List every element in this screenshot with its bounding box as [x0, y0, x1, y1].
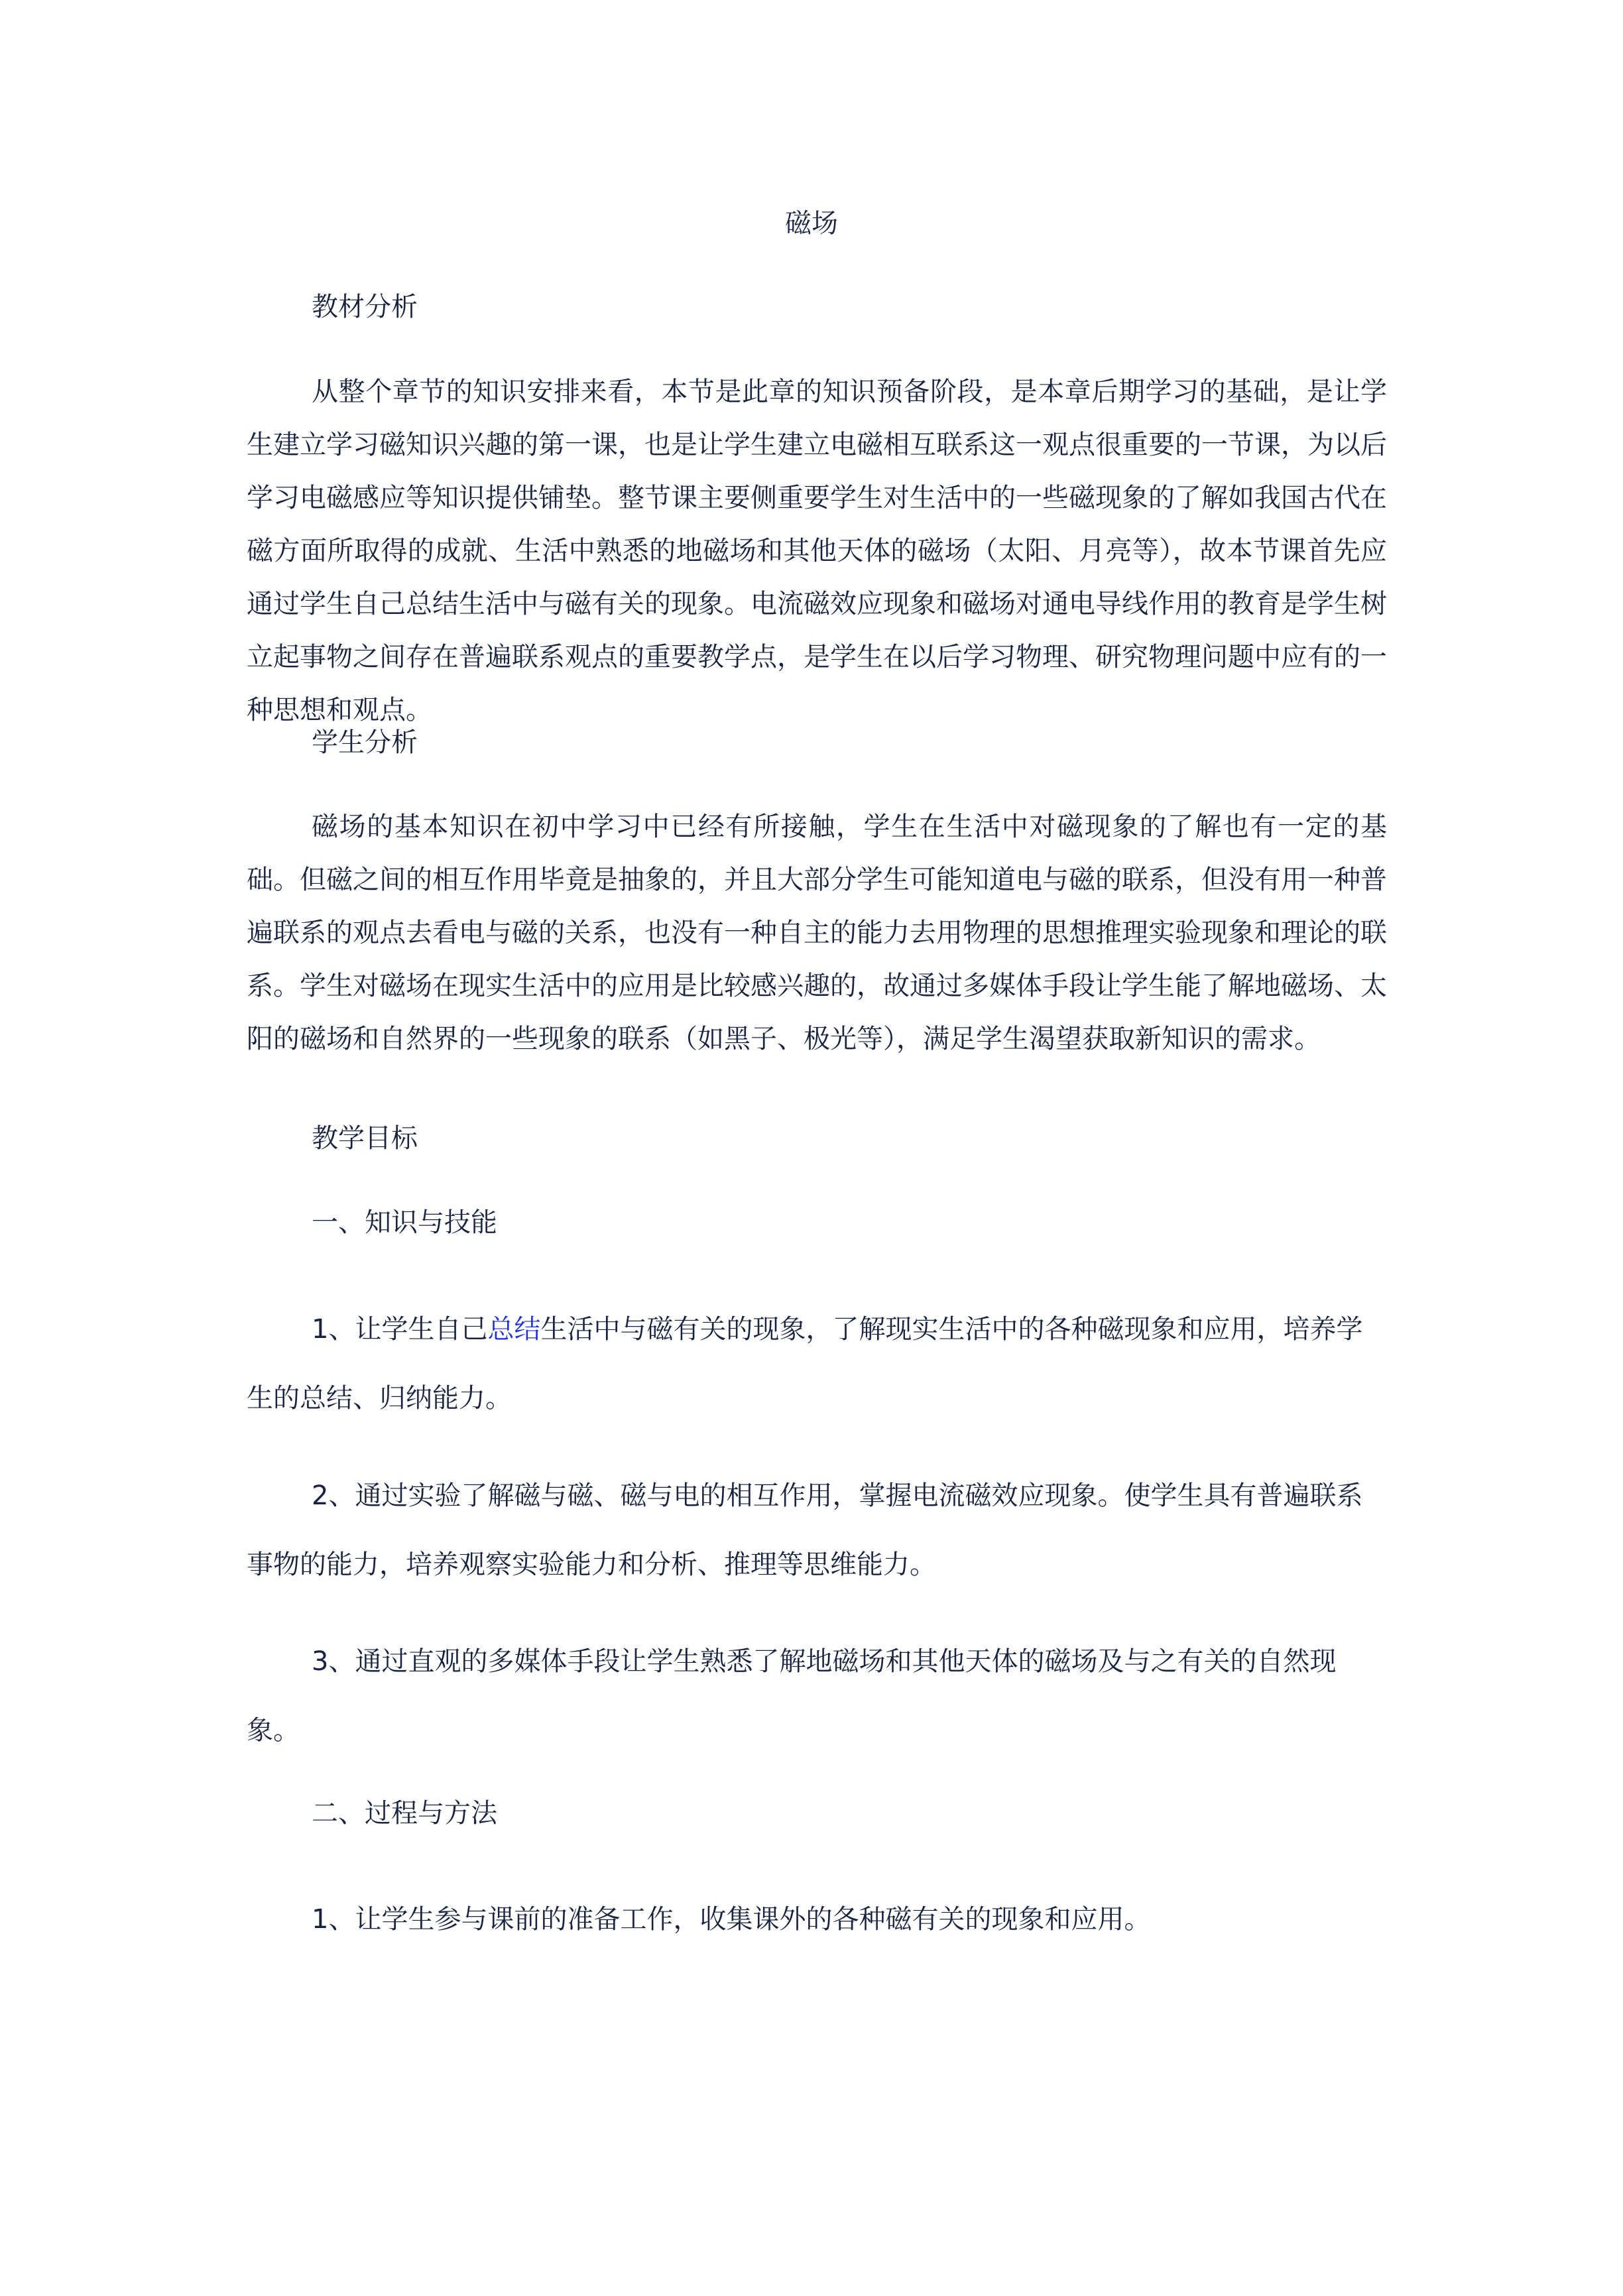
section-heading-student-analysis: 学生分析 — [312, 727, 418, 758]
goal-item-1 — [247, 1295, 1387, 1433]
paragraph-textbook-analysis — [247, 365, 1387, 737]
paragraph-text: 从整个章节的知识安排来看，本节是此章的知识预备阶段，是本章后期学习的基础，是让学生建立学习磁知识兴趣的第一课，也是让学生建立电磁相互联系这一观点很重要的一节课，为以后学习电磁感应等知识提供铺垫。整节课主要侧重要学生对生活中的一些磁现象的了解如我国古代在磁方面所取得的成就、生活中熟悉的地磁场和其他天体的磁场（太阳、月亮等），故本节课首先应通过学生自己总结生活中与磁有关的现象。电流磁效应现象和磁场对通电导线作用的教育是学生树立起事物之间存在普遍联系观点的重要教学点，是学生在以后学习物理、研究物理问题中应有的一种思想和观点。 — [247, 377, 1387, 725]
document-title: 磁场 — [785, 208, 838, 239]
paragraph-text: 磁场的基本知识在初中学习中已经有所接触，学生在生活中对磁现象的了解也有一定的基础。但磁之间的相互作用毕竟是抽象的，并且大部分学生可能知道电与磁的联系，但没有用一种普遍联系的观点去看电与磁的关系，也没有一种自主的能力去用物理的思想推理实验现象和理论的联系。学生对磁场在现实生活中的应用是比较感兴趣的，故通过多媒体手段让学生能了解地磁场、太阳的磁场和自然界的一些现象的联系（如黑子、极光等），满足学生渴望获取新知识的需求。 — [247, 812, 1387, 1054]
goal-item-2-text: 2、通过实验了解磁与磁、磁与电的相互作用，掌握电流磁效应现象。使学生具有普遍联系事物的能力，培养观察实验能力和分析、推理等思维能力。 — [247, 1480, 1363, 1580]
summary-link[interactable]: 总结 — [487, 1314, 541, 1345]
goal-item-2 — [247, 1461, 1387, 1599]
subheading-process-methods: 二、过程与方法 — [312, 1798, 497, 1829]
section-heading-teaching-goals: 教学目标 — [312, 1123, 418, 1154]
goal-item-3 — [247, 1627, 1387, 1765]
goal-item-1-prefix: 1、让学生自己 — [312, 1314, 488, 1345]
process-item-1-text: 1、让学生参与课前的准备工作，收集课外的各种磁有关的现象和应用。 — [312, 1904, 1151, 1935]
subheading-knowledge-skills: 一、知识与技能 — [312, 1207, 497, 1238]
goal-item-1-suffix: 生活中与磁有关的现象，了解现实生活中的各种磁现象和应用，培养学生的总结、归纳能力。 — [247, 1314, 1363, 1414]
goal-item-3-text: 3、通过直观的多媒体手段让学生熟悉了解地磁场和其他天体的磁场及与之有关的自然现象。 — [247, 1646, 1337, 1746]
section-heading-textbook-analysis: 教材分析 — [312, 292, 418, 322]
process-item-1 — [247, 1885, 1387, 1954]
paragraph-student-analysis — [247, 800, 1387, 1065]
